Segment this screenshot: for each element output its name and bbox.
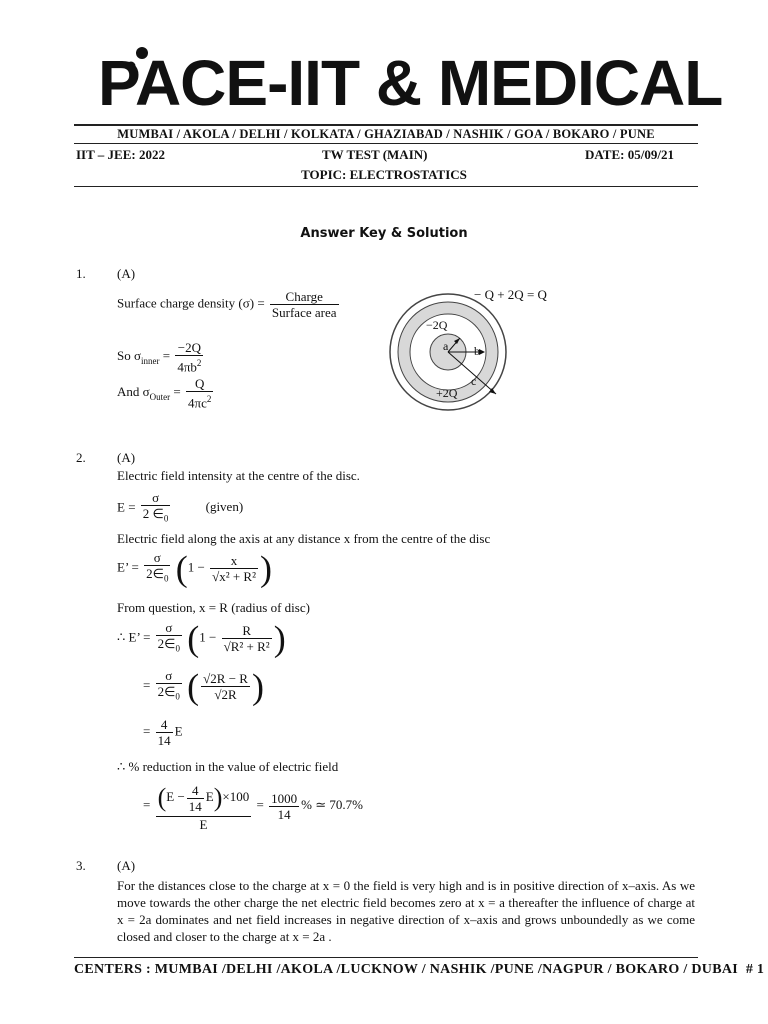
q1-inner-num: −2Q <box>175 340 203 356</box>
header-rule-bottom <box>74 186 698 187</box>
q2-ep-x: x <box>210 553 258 569</box>
q1-and-sub: Outer <box>149 391 171 402</box>
logo-text: PACE-IIT & MEDICAL <box>98 47 723 119</box>
date-label: DATE: 05/09/21 <box>585 147 674 162</box>
q1-outer-den-wrap: $4\pi c^2$ <box>188 394 212 411</box>
topic-label: TOPIC: ELECTROSTATICS <box>301 167 467 182</box>
q2-e2-den-wrap: $2\in_0$ <box>157 636 180 654</box>
q2-e4-E: E <box>174 723 183 739</box>
q1-figure-c: c <box>471 374 477 388</box>
q2-e-den: 2 ∈ <box>142 506 164 521</box>
q2-e3-fraction <box>156 668 182 705</box>
q2-r-mid-den: 14 <box>277 806 291 822</box>
q1-outer-fraction <box>186 376 213 410</box>
q2-e-lhs: E = <box>117 499 136 515</box>
q2-r-mid-fraction <box>269 791 299 822</box>
logo <box>98 44 723 122</box>
q1-inner-den-wrap: $4\pi b^2$ <box>177 358 202 375</box>
q1-figure-b: b <box>474 344 480 358</box>
q1-sigma-outer: And $\sigma_{Outer}$ = $\frac{Q}{4\pi c^2}$ <box>117 376 212 411</box>
q2-r-den: E <box>199 817 208 832</box>
exam-label: IIT – JEE: 2022 <box>76 147 165 162</box>
footer <box>74 962 764 978</box>
q2-e3-inner-fraction <box>201 671 250 702</box>
q1-answer: (A) <box>117 266 136 281</box>
test-label: TW TEST (MAIN) <box>322 147 428 162</box>
q2-r-num: (E − $\frac{4}{14}$ E)×100 <box>156 780 252 817</box>
q2-e3-num: σ <box>156 668 182 684</box>
q2-e-fraction <box>141 490 171 527</box>
q2-e-den-wrap: 2 $\in_0$ <box>142 506 169 524</box>
q2-ep-den: 2∈ <box>146 566 164 581</box>
footer-centers: CENTERS : MUMBAI /DELHI /AKOLA /LUCKNOW / NASHIK /PUNE /NAGPUR / BOKARO / DUBAI <box>74 962 739 977</box>
q2-r-mid-num: 1000 <box>271 790 298 806</box>
q1-so-sub: inner <box>141 355 160 366</box>
q2-given: (given) <box>205 499 244 515</box>
q2-r-inner-n: 4 <box>187 783 204 799</box>
q2-ep-fraction <box>144 550 170 587</box>
q2-e4-eq: = <box>143 723 151 739</box>
q2-e2-fraction <box>156 620 182 657</box>
q1-inner-fraction <box>175 340 203 374</box>
q1-figure <box>388 282 578 412</box>
q2-e-num: σ <box>141 490 171 506</box>
q2-r-inner-fraction <box>187 783 204 814</box>
q2-ep-one: 1 − <box>187 559 205 575</box>
q2-eprime: E’ = $\frac{\sigma}{2\in_0}$ (1 − $\frac{x}{\text{√x² + R²}}$ ) <box>117 548 272 589</box>
q1-number: 1. <box>76 266 86 281</box>
q2-e4-num: 4 <box>156 717 173 733</box>
q2-ep-lhs: E’ = <box>117 559 139 575</box>
q2-e3-den-wrap: $2\in_0$ <box>157 684 180 702</box>
q3-number: 3. <box>76 858 86 873</box>
footer-page: # 1 <box>745 962 765 977</box>
q1-num: Charge <box>270 289 339 305</box>
q2-ep-root: √x² + R² <box>212 568 256 584</box>
q2-line1: Electric field intensity at the centre of the disc. <box>117 468 360 483</box>
q2-e2-num: σ <box>156 620 182 636</box>
q2-reduction-label: ∴ % reduction in the value of electric field <box>117 759 339 774</box>
q2-r-inner: E − <box>166 788 185 804</box>
q2-e3-inner-num: √2R − R <box>203 670 248 686</box>
q1-figure-inner-label: +2Q <box>436 386 458 400</box>
q2-e2-lhs: ∴ E’ = <box>117 629 151 645</box>
q2-e3-inner-den: √2R <box>214 686 237 702</box>
q2-e2-den: 2∈ <box>157 636 176 651</box>
q3-text: For the distances close to the charge at x = 0 the field is very high and is in positive direction of x–axis. As we move towards the other charge the net electric field becomes zero at x = a thereafter the influence of charge at x = 2a dominates and net field increases in negative direction of x–axis and grows unboundedly as we come closed and closer to the charge at x = 2a . <box>117 878 695 944</box>
q2-ep-num: σ <box>144 550 170 566</box>
q2-answer: (A) <box>117 450 136 465</box>
q2-ep-den-wrap: $2\in_0$ <box>146 566 169 584</box>
q2-r-inner-d: 14 <box>188 798 202 814</box>
q2-r-times: ×100 <box>222 788 250 804</box>
q1-surface-density <box>117 289 341 320</box>
q2-reduction: = (E − $\frac{4}{14}$ E)×100 E = $\frac{1000}{14}$ % ≃ 70.7% <box>143 780 363 832</box>
q2-e3-den: 2∈ <box>157 684 176 699</box>
q1-figure-outer-label: −2Q <box>426 318 448 332</box>
q1-outer-num: Q <box>186 376 213 392</box>
q2-e4-den: 14 <box>157 733 171 748</box>
q2-e-given <box>117 490 243 527</box>
q1-fraction <box>270 289 339 320</box>
q1-figure-caption: − Q + 2Q = Q <box>474 287 547 302</box>
q1-and: And σ <box>117 384 150 400</box>
header-rule-mid <box>74 143 698 144</box>
q2-e3: = $\frac{\sigma}{2\in_0}$ ( $\frac{√2R - R}{√2R}$ ) <box>143 666 264 707</box>
q2-from-question: From question, x = R (radius of disc) <box>117 600 310 615</box>
q2-line2: Electric field along the axis at any distance x from the centre of the disc <box>117 531 491 546</box>
q2-e4 <box>143 717 183 748</box>
page-heading: Answer Key & Solution <box>300 226 468 241</box>
q2-e2-inner-fraction <box>222 623 272 654</box>
q2-r-tail: E <box>205 788 214 804</box>
q1-outer-den: 4πc <box>188 395 207 411</box>
q1-inner-den: 4πb <box>177 359 197 375</box>
q2-e2-R: R <box>222 623 272 639</box>
q2-number: 2. <box>76 450 86 465</box>
q1-sigma-inner: So $\sigma_{inner}$ = $\frac{-2Q}{4\pi b^2}$ <box>117 340 202 375</box>
footer-rule <box>74 957 698 958</box>
q1-so: So σ <box>117 348 141 364</box>
q2-e4-fraction <box>156 717 173 748</box>
q3-answer: (A) <box>117 858 136 873</box>
q2-r-result: % ≃ 70.7% <box>301 796 363 812</box>
header-cities: MUMBAI / AKOLA / DELHI / KOLKATA / GHAZIABAD / NASHIK / GOA / BOKARO / PUNE <box>117 127 655 141</box>
q2-e2: ∴ E’ = $\frac{\sigma}{2\in_0}$ (1 − $\frac{R}{\text{√R² + R²}}$ ) <box>117 618 286 659</box>
header-rule-top <box>74 124 698 126</box>
q2-r-fraction <box>156 780 252 832</box>
q2-ep-inner-fraction <box>210 553 258 584</box>
q1-lhs: Surface charge density (σ) = <box>117 295 265 311</box>
q2-e2-root: √R² + R² <box>223 638 270 654</box>
q1-den: Surface area <box>271 305 337 320</box>
q1-figure-a: a <box>443 339 449 353</box>
q2-e2-one: 1 − <box>199 629 217 645</box>
